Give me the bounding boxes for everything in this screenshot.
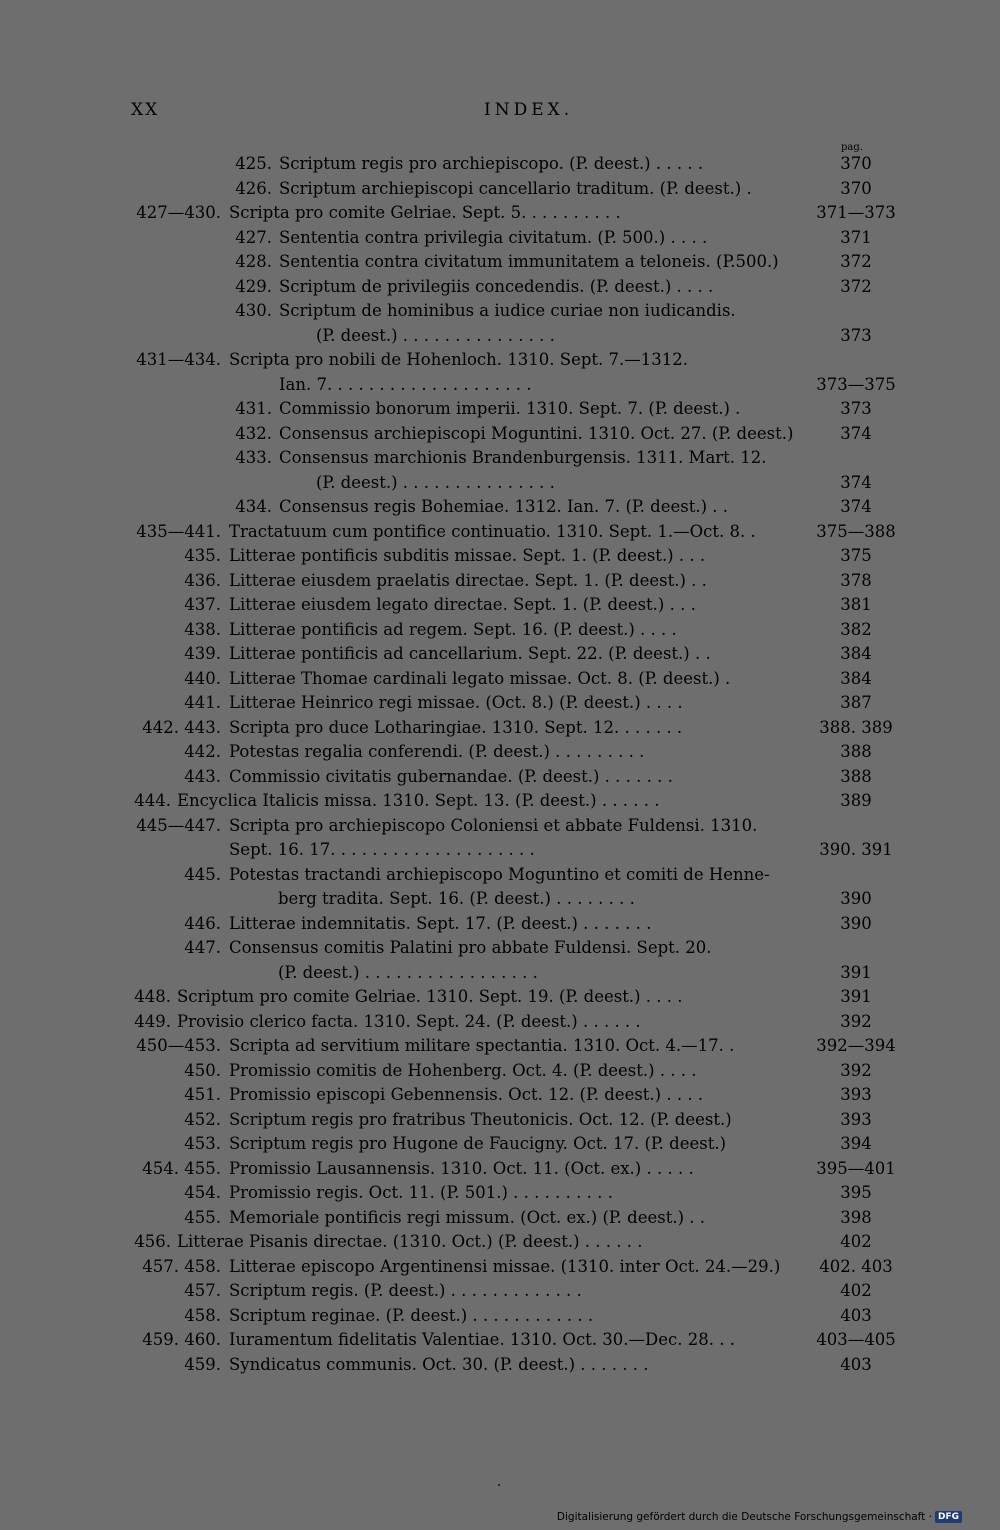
entry-text: Litterae pontificis ad regem. Sept. 16. (P. deest.) . . . .: [229, 619, 677, 639]
entry-number: 443.: [184, 766, 221, 786]
entry-page: 370: [840, 154, 872, 173]
entry-text: (P. deest.) . . . . . . . . . . . . . . .: [316, 325, 555, 345]
entry-number: 450.: [184, 1060, 221, 1080]
index-entry: [0, 961, 1000, 986]
index-entry: [0, 593, 1000, 618]
entry-page: 390: [840, 889, 872, 908]
entry-text: Litterae eiusdem legato directae. Sept. 1. (P. deest.) . . .: [229, 595, 696, 614]
entry-number: 458.: [184, 1305, 221, 1325]
entry-number: 459. 460.: [142, 1330, 221, 1349]
index-entry: [0, 177, 1000, 202]
index-entry: [0, 1132, 1000, 1157]
entry-page: 373: [840, 399, 872, 418]
entry-page: 390. 391: [819, 840, 893, 859]
entry-text: Consensus marchionis Brandenburgensis. 1311. Mart. 12.: [279, 448, 767, 467]
index-entry: [0, 1304, 1000, 1329]
entry-page: 391: [840, 962, 872, 982]
entry-number: 445—447.: [136, 815, 221, 835]
entry-page: 393: [840, 1109, 872, 1129]
entry-page: 387: [840, 693, 872, 712]
entry-page: 373—375: [816, 374, 896, 394]
entry-page: 395—401: [816, 1158, 896, 1178]
entry-page: 403: [840, 1354, 872, 1374]
entry-text: Litterae pontificis subditis missae. Sept. 1. (P. deest.) . . .: [229, 546, 706, 565]
entry-number: 430.: [235, 301, 272, 320]
index-entry: [0, 324, 1000, 349]
index-entry: [0, 1108, 1000, 1133]
entry-page: 392—394: [816, 1036, 896, 1055]
entry-page: 402: [840, 1232, 872, 1251]
entry-page: 373: [840, 325, 872, 345]
entry-text: (P. deest.) . . . . . . . . . . . . . . .: [316, 472, 555, 492]
entry-text: Potestas regalia conferendi. (P. deest.) . . . . . . . . .: [229, 742, 645, 761]
index-entry: [0, 446, 1000, 471]
index-entry: [0, 1034, 1000, 1059]
page-title: INDEX.: [484, 100, 574, 120]
entry-page: 402: [840, 1281, 872, 1300]
entry-text: Litterae Thomae cardinali legato missae. Oct. 8. (P. deest.) .: [229, 668, 731, 688]
index-entry: [0, 1157, 1000, 1182]
entry-page: 375: [840, 546, 872, 565]
entry-page: 388. 389: [819, 717, 893, 737]
entry-page: 375—388: [816, 521, 896, 541]
entry-number: 451.: [184, 1085, 221, 1104]
entry-number: 453.: [184, 1134, 221, 1153]
entry-text: Ian. 7. . . . . . . . . . . . . . . . . . . .: [279, 374, 532, 394]
index-entry: [0, 495, 1000, 520]
entry-page: 392: [840, 1011, 872, 1031]
index-entry: [0, 642, 1000, 667]
entry-number: 428.: [235, 252, 272, 271]
entry-text: Sententia contra privilegia civitatum. (P. 500.) . . . .: [279, 227, 708, 247]
digitization-footer: [557, 1511, 962, 1523]
entry-number: 445.: [184, 864, 221, 884]
index-entry: [0, 814, 1000, 839]
entry-text: Commissio civitatis gubernandae. (P. deest.) . . . . . . .: [229, 766, 673, 786]
index-entry: [0, 397, 1000, 422]
entry-number: 439.: [184, 644, 221, 663]
entry-number: 440.: [184, 668, 221, 688]
entry-page: 389: [840, 791, 872, 810]
entry-text: Scriptum reginae. (P. deest.) . . . . . . . . . . . .: [229, 1305, 594, 1325]
index-entry: [0, 887, 1000, 912]
entry-text: Scripta ad servitium militare spectantia. 1310. Oct. 4.—17. .: [229, 1036, 735, 1055]
index-entry: [0, 544, 1000, 569]
entry-number: 427—430.: [136, 203, 221, 222]
entry-number: 436.: [184, 570, 221, 590]
index-entry: [0, 1353, 1000, 1378]
entry-text: Consensus archiepiscopi Moguntini. 1310. Oct. 27. (P. deest.): [279, 423, 794, 443]
entry-page: 374: [840, 423, 872, 443]
entry-page: 384: [840, 668, 872, 688]
index-entry: [0, 1279, 1000, 1304]
entry-number: 442. 443.: [142, 717, 221, 737]
entry-number: 455.: [184, 1207, 221, 1227]
entry-text: Promissio episcopi Gebennensis. Oct. 12. (P. deest.) . . . .: [229, 1085, 704, 1104]
entry-text: Promissio regis. Oct. 11. (P. 501.) . . . . . . . . . .: [229, 1183, 613, 1202]
entry-text: Provisio clerico facta. 1310. Sept. 24. (P. deest.) . . . . . .: [177, 1011, 641, 1031]
entry-number: 459.: [184, 1354, 221, 1374]
entry-page: 391: [840, 987, 872, 1006]
entry-text: Promissio comitis de Hohenberg. Oct. 4. (P. deest.) . . . .: [229, 1060, 697, 1080]
entry-page: 384: [840, 644, 872, 663]
entry-text: Syndicatus communis. Oct. 30. (P. deest.) . . . . . . .: [229, 1354, 649, 1374]
entry-page: 382: [840, 619, 872, 639]
entry-text: Litterae eiusdem praelatis directae. Sept. 1. (P. deest.) . .: [229, 570, 707, 590]
index-entry: [0, 201, 1000, 226]
entry-number: 434.: [235, 497, 272, 516]
entry-text: Memoriale pontificis regi missum. (Oct. ex.) (P. deest.) . .: [229, 1207, 706, 1227]
entry-number: 450—453.: [136, 1036, 221, 1055]
entry-page: 402. 403: [819, 1256, 893, 1276]
entry-page: 394: [840, 1134, 872, 1153]
entry-text: Litterae Heinrico regi missae. (Oct. 8.) (P. deest.) . . . .: [229, 693, 683, 712]
entry-page: 371—373: [816, 203, 896, 222]
index-entry: [0, 838, 1000, 863]
entry-number: 448.: [134, 987, 171, 1006]
entry-page: 374: [840, 497, 872, 516]
footer-text: Digitalisierung gefördert durch die Deutsche Forschungsgemeinschaft ·: [556, 1511, 932, 1523]
entry-number: 431.: [235, 399, 272, 418]
index-entry: [0, 618, 1000, 643]
entry-number: 457. 458.: [142, 1256, 221, 1276]
entry-page: 381: [840, 595, 872, 614]
index-entry: [0, 1206, 1000, 1231]
entry-text: Scriptum de hominibus a iudice curiae non iudicandis.: [279, 301, 736, 320]
entry-page: 392: [840, 1060, 872, 1080]
entry-text: Promissio Lausannensis. 1310. Oct. 11. (Oct. ex.) . . . . .: [229, 1158, 694, 1178]
index-entry: [0, 740, 1000, 765]
index-entry: [0, 1059, 1000, 1084]
entry-text: Scriptum archiepiscopi cancellario traditum. (P. deest.) .: [279, 178, 752, 198]
entry-text: Scripta pro archiepiscopo Coloniensi et abbate Fuldensi. 1310.: [229, 815, 758, 835]
entry-text: Scripta pro nobili de Hohenloch. 1310. Sept. 7.—1312.: [229, 350, 689, 369]
entry-number: 435—441.: [136, 521, 221, 541]
entry-page: 403: [840, 1305, 872, 1325]
entry-number: 441.: [184, 693, 221, 712]
index-entry: [0, 520, 1000, 545]
index-entry: [0, 299, 1000, 324]
index-entry: [0, 422, 1000, 447]
entry-page: 395: [840, 1183, 872, 1202]
entry-text: Scripta pro duce Lotharingiae. 1310. Sept. 12. . . . . . .: [229, 717, 683, 737]
index-entry: [0, 1328, 1000, 1353]
index-entry: [0, 471, 1000, 496]
entry-text: Scriptum regis. (P. deest.) . . . . . . . . . . . . .: [229, 1281, 582, 1300]
entry-text: Scriptum de privilegiis concedendis. (P. deest.) . . . .: [279, 276, 714, 296]
index-entry: [0, 667, 1000, 692]
entry-number: 446.: [184, 913, 221, 933]
entry-text: Iuramentum fidelitatis Valentiae. 1310. Oct. 30.—Dec. 28. . .: [229, 1330, 735, 1349]
entry-page: 398: [840, 1207, 872, 1227]
entry-number: 438.: [184, 619, 221, 639]
index-entry: [0, 1181, 1000, 1206]
entry-number: 449.: [134, 1011, 171, 1031]
entry-number: 427.: [235, 227, 272, 247]
index-entry: [0, 912, 1000, 937]
entry-text: Litterae pontificis ad cancellarium. Sept. 22. (P. deest.) . .: [229, 644, 711, 663]
entry-text: Scriptum regis pro Hugone de Faucigny. Oct. 17. (P. deest.): [229, 1134, 727, 1153]
index-entry: [0, 985, 1000, 1010]
page-column-label: pag.: [841, 142, 863, 153]
entry-number: 457.: [184, 1281, 221, 1300]
entry-number: 454. 455.: [142, 1158, 221, 1178]
index-entry: [0, 569, 1000, 594]
entry-text: Potestas tractandi archiepiscopo Moguntino et comiti de Henne-: [229, 864, 770, 884]
dfg-logo: DFG: [935, 1511, 962, 1523]
entry-text: (P. deest.) . . . . . . . . . . . . . . . . .: [278, 962, 538, 982]
entry-page: 378: [840, 570, 872, 590]
entry-number: 442.: [184, 742, 221, 761]
entry-text: Scripta pro comite Gelriae. Sept. 5. . . . . . . . . .: [229, 203, 621, 222]
entry-number: 454.: [184, 1183, 221, 1202]
entry-number: 431—434.: [136, 350, 221, 369]
index-entry: [0, 1230, 1000, 1255]
entry-number: 444.: [134, 791, 171, 810]
entry-text: Scriptum regis pro fratribus Theutonicis. Oct. 12. (P. deest.): [229, 1109, 732, 1129]
entry-page: 388: [840, 766, 872, 786]
entry-number: 432.: [235, 423, 272, 443]
entry-text: Sept. 16. 17. . . . . . . . . . . . . . . . . . . .: [229, 840, 535, 859]
entry-number: 447.: [184, 938, 221, 957]
entry-text: Tractatuum cum pontifice continuatio. 1310. Sept. 1.—Oct. 8. .: [229, 521, 756, 541]
entry-number: 433.: [235, 448, 272, 467]
index-entry: [0, 716, 1000, 741]
entry-number: 429.: [235, 276, 272, 296]
entry-text: Commissio bonorum imperii. 1310. Sept. 7. (P. deest.) .: [279, 399, 741, 418]
entry-page: 390: [840, 913, 872, 933]
entry-page: 372: [840, 276, 872, 296]
index-entry: [0, 936, 1000, 961]
index-entry: [0, 863, 1000, 888]
index-entry: [0, 250, 1000, 275]
entry-number: 435.: [184, 546, 221, 565]
entry-text: Consensus comitis Palatini pro abbate Fuldensi. Sept. 20.: [229, 938, 712, 957]
entry-text: Consensus regis Bohemiae. 1312. Ian. 7. (P. deest.) . .: [279, 497, 728, 516]
entry-text: berg tradita. Sept. 16. (P. deest.) . . . . . . . .: [278, 889, 635, 908]
index-entry: [0, 275, 1000, 300]
entry-text: Litterae indemnitatis. Sept. 17. (P. deest.) . . . . . . .: [229, 913, 652, 933]
entry-text: Litterae Pisanis directae. (1310. Oct.) (P. deest.) . . . . . .: [177, 1232, 643, 1251]
page-number: XX: [131, 100, 160, 120]
index-entry: [0, 152, 1000, 177]
index-entry: [0, 1083, 1000, 1108]
entry-number: 437.: [184, 595, 221, 614]
entry-page: 370: [840, 178, 872, 198]
index-entry: [0, 765, 1000, 790]
entry-number: 425.: [235, 154, 272, 173]
entry-text: Scriptum pro comite Gelriae. 1310. Sept. 19. (P. deest.) . . . .: [177, 987, 683, 1006]
entry-page: 388: [840, 742, 872, 761]
index-entry: [0, 789, 1000, 814]
index-entry: [0, 1255, 1000, 1280]
entry-number: 456.: [134, 1232, 171, 1251]
index-entry: [0, 373, 1000, 398]
entry-page: 393: [840, 1085, 872, 1104]
entry-page: 403—405: [816, 1330, 896, 1349]
index-entry: [0, 348, 1000, 373]
index-entry: [0, 226, 1000, 251]
entry-text: Scriptum regis pro archiepiscopo. (P. deest.) . . . . .: [279, 154, 704, 173]
entry-page: 374: [840, 472, 872, 492]
index-entry: [0, 1010, 1000, 1035]
entry-text: Encyclica Italicis missa. 1310. Sept. 13. (P. deest.) . . . . . .: [177, 791, 660, 810]
entry-page: 371: [840, 227, 872, 247]
entry-number: 426.: [235, 178, 272, 198]
entry-number: 452.: [184, 1109, 221, 1129]
entry-text: Litterae episcopo Argentinensi missae. (1310. inter Oct. 24.—29.): [229, 1256, 781, 1276]
page-mark: [498, 1484, 500, 1486]
index-entry: [0, 691, 1000, 716]
entry-page: 372: [840, 252, 872, 271]
entry-text: Sententia contra civitatum immunitatem a teloneis. (P.500.): [279, 252, 779, 271]
